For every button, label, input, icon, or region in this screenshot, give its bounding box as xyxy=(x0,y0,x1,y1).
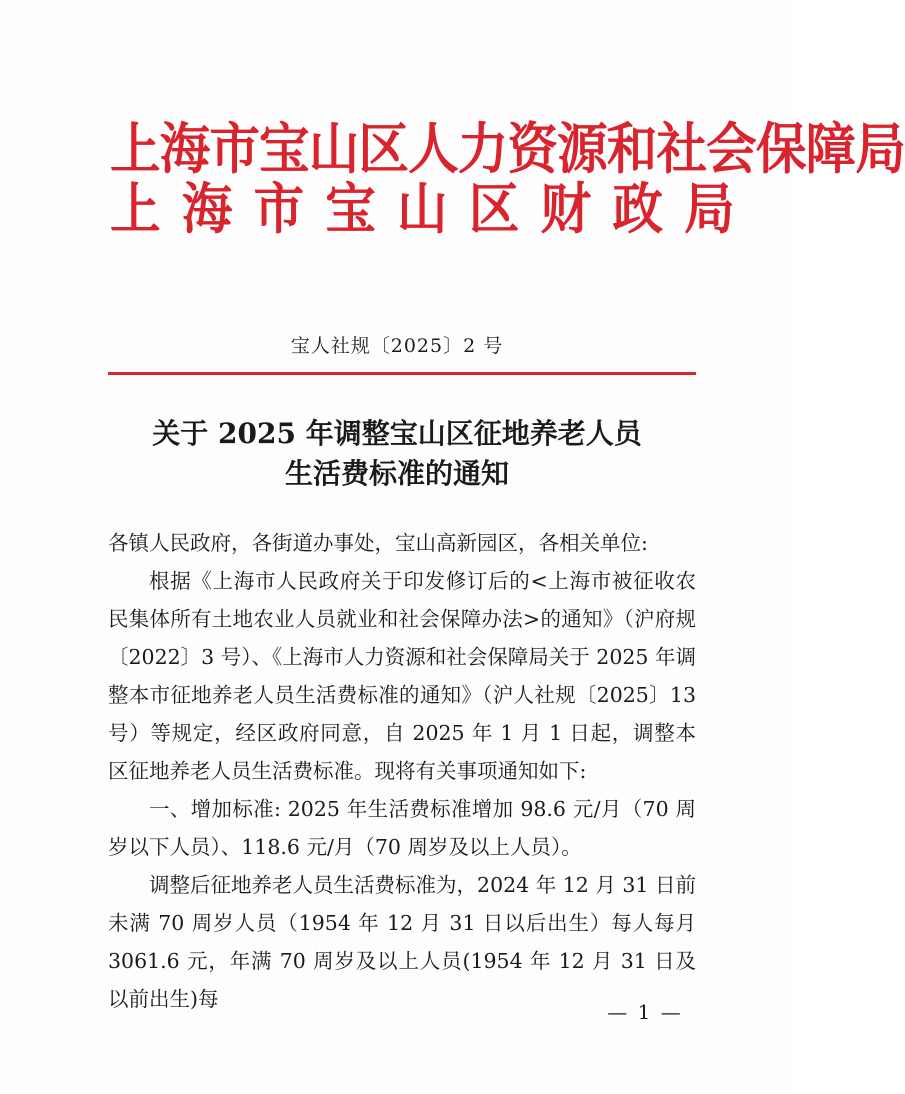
document-number: 宝人社规〔2025〕2 号 xyxy=(290,335,504,357)
document-body xyxy=(108,524,696,1018)
red-divider-line xyxy=(108,372,696,375)
salutation: 各镇人民政府，各街道办事处，宝山高新园区，各相关单位: xyxy=(108,531,648,555)
body-paragraph-increase: 一、增加标准: 2025 年生活费标准增加 98.6 元/月（70 周岁以下人员）、118.6 元/月（70 周岁及以上人员）。 xyxy=(108,797,696,859)
document-title-line-2: 生活费标准的通知 xyxy=(284,457,509,490)
page-number: — 1 — xyxy=(607,1000,683,1024)
issuing-agency-hrss: 上海市宝山区人力资源和社会保障局 xyxy=(110,117,905,181)
body-paragraph-adjusted-standard: 调整后征地养老人员生活费标准为，2024 年 12 月 31 日前未满 70 周岁人员（1954 年 12 月 31 日以后出生）每人每月 3061.6 元，年满 70 周岁及以上人员(1954 年 12 月 31 日及以前出生)每 xyxy=(108,873,696,1011)
issuing-agency-finance: 上海市宝山区财政局 xyxy=(110,177,756,241)
body-paragraph-basis: 根据《上海市人民政府关于印发修订后的<上海市被征收农民集体所有土地农业人员就业和社会保障办法>的通知》（沪府规〔2022〕3 号）、《上海市人力资源和社会保障局关于 2025 年调整本市征地养老人员生活费标准的通知》（沪人社规〔2025〕13 号）等规定，经区政府同意，自 2025 年 1 月 1 日起，调整本区征地养老人员生活费标准。现将有关事项通知如下: xyxy=(108,569,696,783)
document-title-line-1: 关于 2025 年调整宝山区征地养老人员 xyxy=(152,417,642,450)
